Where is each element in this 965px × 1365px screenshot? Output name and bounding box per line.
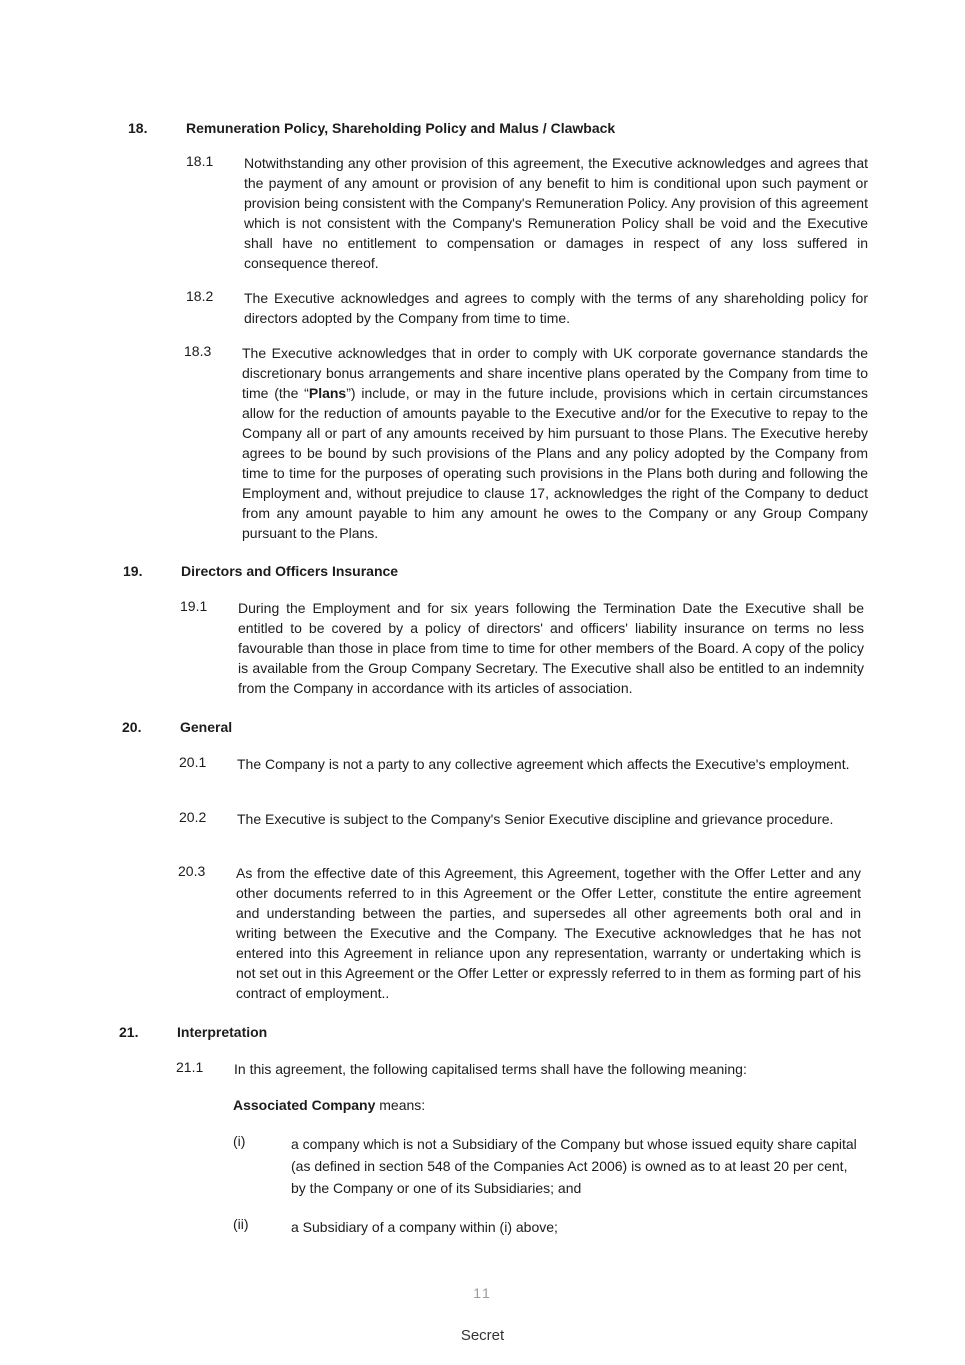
section-heading xyxy=(123,563,863,579)
section-18 xyxy=(128,120,868,136)
clause-text: Notwithstanding any other provision of this agreement, the Executive acknowledges and agrees that the payment of any amount or provision of any benefit to him is conditional upon such payment or provision being consistent with the Company's Remuneration Policy. Any provision of this agreement which is not consistent with the Company's Remuneration Policy shall be void and the Executive shall have no entitlement to compensation or damages in respect of any loss suffered in consequence thereof. xyxy=(244,155,868,271)
clause-text xyxy=(242,343,868,543)
definition-term: Associated Company xyxy=(233,1097,376,1113)
classification-label: Secret xyxy=(460,1327,505,1344)
section-number: 19. xyxy=(123,563,143,579)
clause-18-3 xyxy=(184,343,868,543)
item-text: a Subsidiary of a company within (i) above; xyxy=(291,1219,558,1235)
clause-number: 18.1 xyxy=(186,153,214,169)
definition-item-ii xyxy=(233,1216,857,1238)
definition-means: means: xyxy=(375,1097,426,1113)
clause-text: The Executive acknowledges and agrees to comply with the terms of any shareholding policy for directors adopted by the Company from time to time. xyxy=(244,290,868,326)
section-21 xyxy=(119,1024,859,1040)
clause-21-1 xyxy=(176,1059,860,1079)
page-number: 11 xyxy=(473,1285,492,1301)
section-title: Remuneration Policy, Shareholding Policy and Malus / Clawback xyxy=(186,120,616,136)
clause-18-2 xyxy=(186,288,868,328)
clause-20-3 xyxy=(178,863,861,1003)
clause-text: During the Employment and for six years following the Termination Date the Executive shall be entitled to be covered by a policy of directors' and officers' liability insurance on terms no less favourable than those in place from time to time for other members of the Board. A copy of the policy is available from the Group Company Secretary. The Executive shall also be entitled to an indemnity from the Company in accordance with its articles of association. xyxy=(238,600,864,696)
defined-term: Plans xyxy=(308,385,347,401)
section-19 xyxy=(123,563,863,579)
section-heading xyxy=(119,1024,859,1040)
clause-text: The Company is not a party to any collective agreement which affects the Executive's employment. xyxy=(237,756,850,772)
item-number: (i) xyxy=(233,1133,246,1149)
clause-number: 20.3 xyxy=(178,863,206,879)
section-number: 20. xyxy=(122,719,142,735)
section-title: General xyxy=(180,719,233,735)
section-20 xyxy=(122,719,862,735)
definition-heading xyxy=(233,1097,853,1113)
clause-text: In this agreement, the following capitalised terms shall have the following meaning: xyxy=(234,1061,747,1077)
section-title: Interpretation xyxy=(177,1024,268,1040)
clause-number: 18.3 xyxy=(184,343,212,359)
item-number: (ii) xyxy=(233,1216,249,1232)
clause-19-1 xyxy=(180,598,864,698)
section-heading xyxy=(122,719,862,735)
clause-text-part: The Executive acknowledges that in order to comply with UK corporate governance standards the discretionary bonus arrangements and share incentive plans operated by the Company from time to time (the “ xyxy=(242,345,868,401)
clause-18-1 xyxy=(186,153,868,273)
section-number: 18. xyxy=(128,120,148,136)
clause-number: 21.1 xyxy=(176,1059,204,1075)
clause-text: As from the effective date of this Agreement, this Agreement, together with the Offer Letter and any other documents referred to in this Agreement or the Offer Letter, constitute the entire agreement and understanding between the parties, and supersedes all other agreements both oral and in writing between the Executive and the Company. The Executive acknowledges that he has not entered into this Agreement in reliance upon any representation, warranty or undertaking which is not set out in this Agreement or the Offer Letter or expressly referred to in them as forming part of his contract of employment.. xyxy=(236,865,861,1001)
item-text: a company which is not a Subsidiary of the Company but whose issued equity share capital (as defined in section 548 of the Companies Act 2006) is owned as to at least 20 per cent, by the Company or one of its Subsidiaries; and xyxy=(291,1136,857,1196)
section-heading xyxy=(128,120,868,136)
clause-20-1 xyxy=(179,754,862,774)
clause-text: The Executive is subject to the Company's Senior Executive discipline and grievance procedure. xyxy=(237,811,834,827)
section-number: 21. xyxy=(119,1024,139,1040)
clause-number: 19.1 xyxy=(180,598,208,614)
clause-number: 20.2 xyxy=(179,809,207,825)
clause-20-2 xyxy=(179,809,862,829)
clause-number: 20.1 xyxy=(179,754,207,770)
clause-text-part: ”) include, or may in the future include, provisions which in certain circumstances allow for the reduction of amounts payable to the Executive and/or for the Executive to repay to the Company all or part of any amounts received by him pursuant to those Plans. The Executive hereby agrees to be bound by such provisions of the Plans and any policy adopted by the Company from time to time for the purposes of operating such provisions in the Plans both during and following the Employment and, without prejudice to clause 17, acknowledges the right of the Company to deduct from any amount payable to him any amount he owes to the Company or any Group Company pursuant to the Plans. xyxy=(242,385,868,541)
clause-number: 18.2 xyxy=(186,288,214,304)
definition-item-i xyxy=(233,1133,857,1199)
section-title: Directors and Officers Insurance xyxy=(181,563,399,579)
